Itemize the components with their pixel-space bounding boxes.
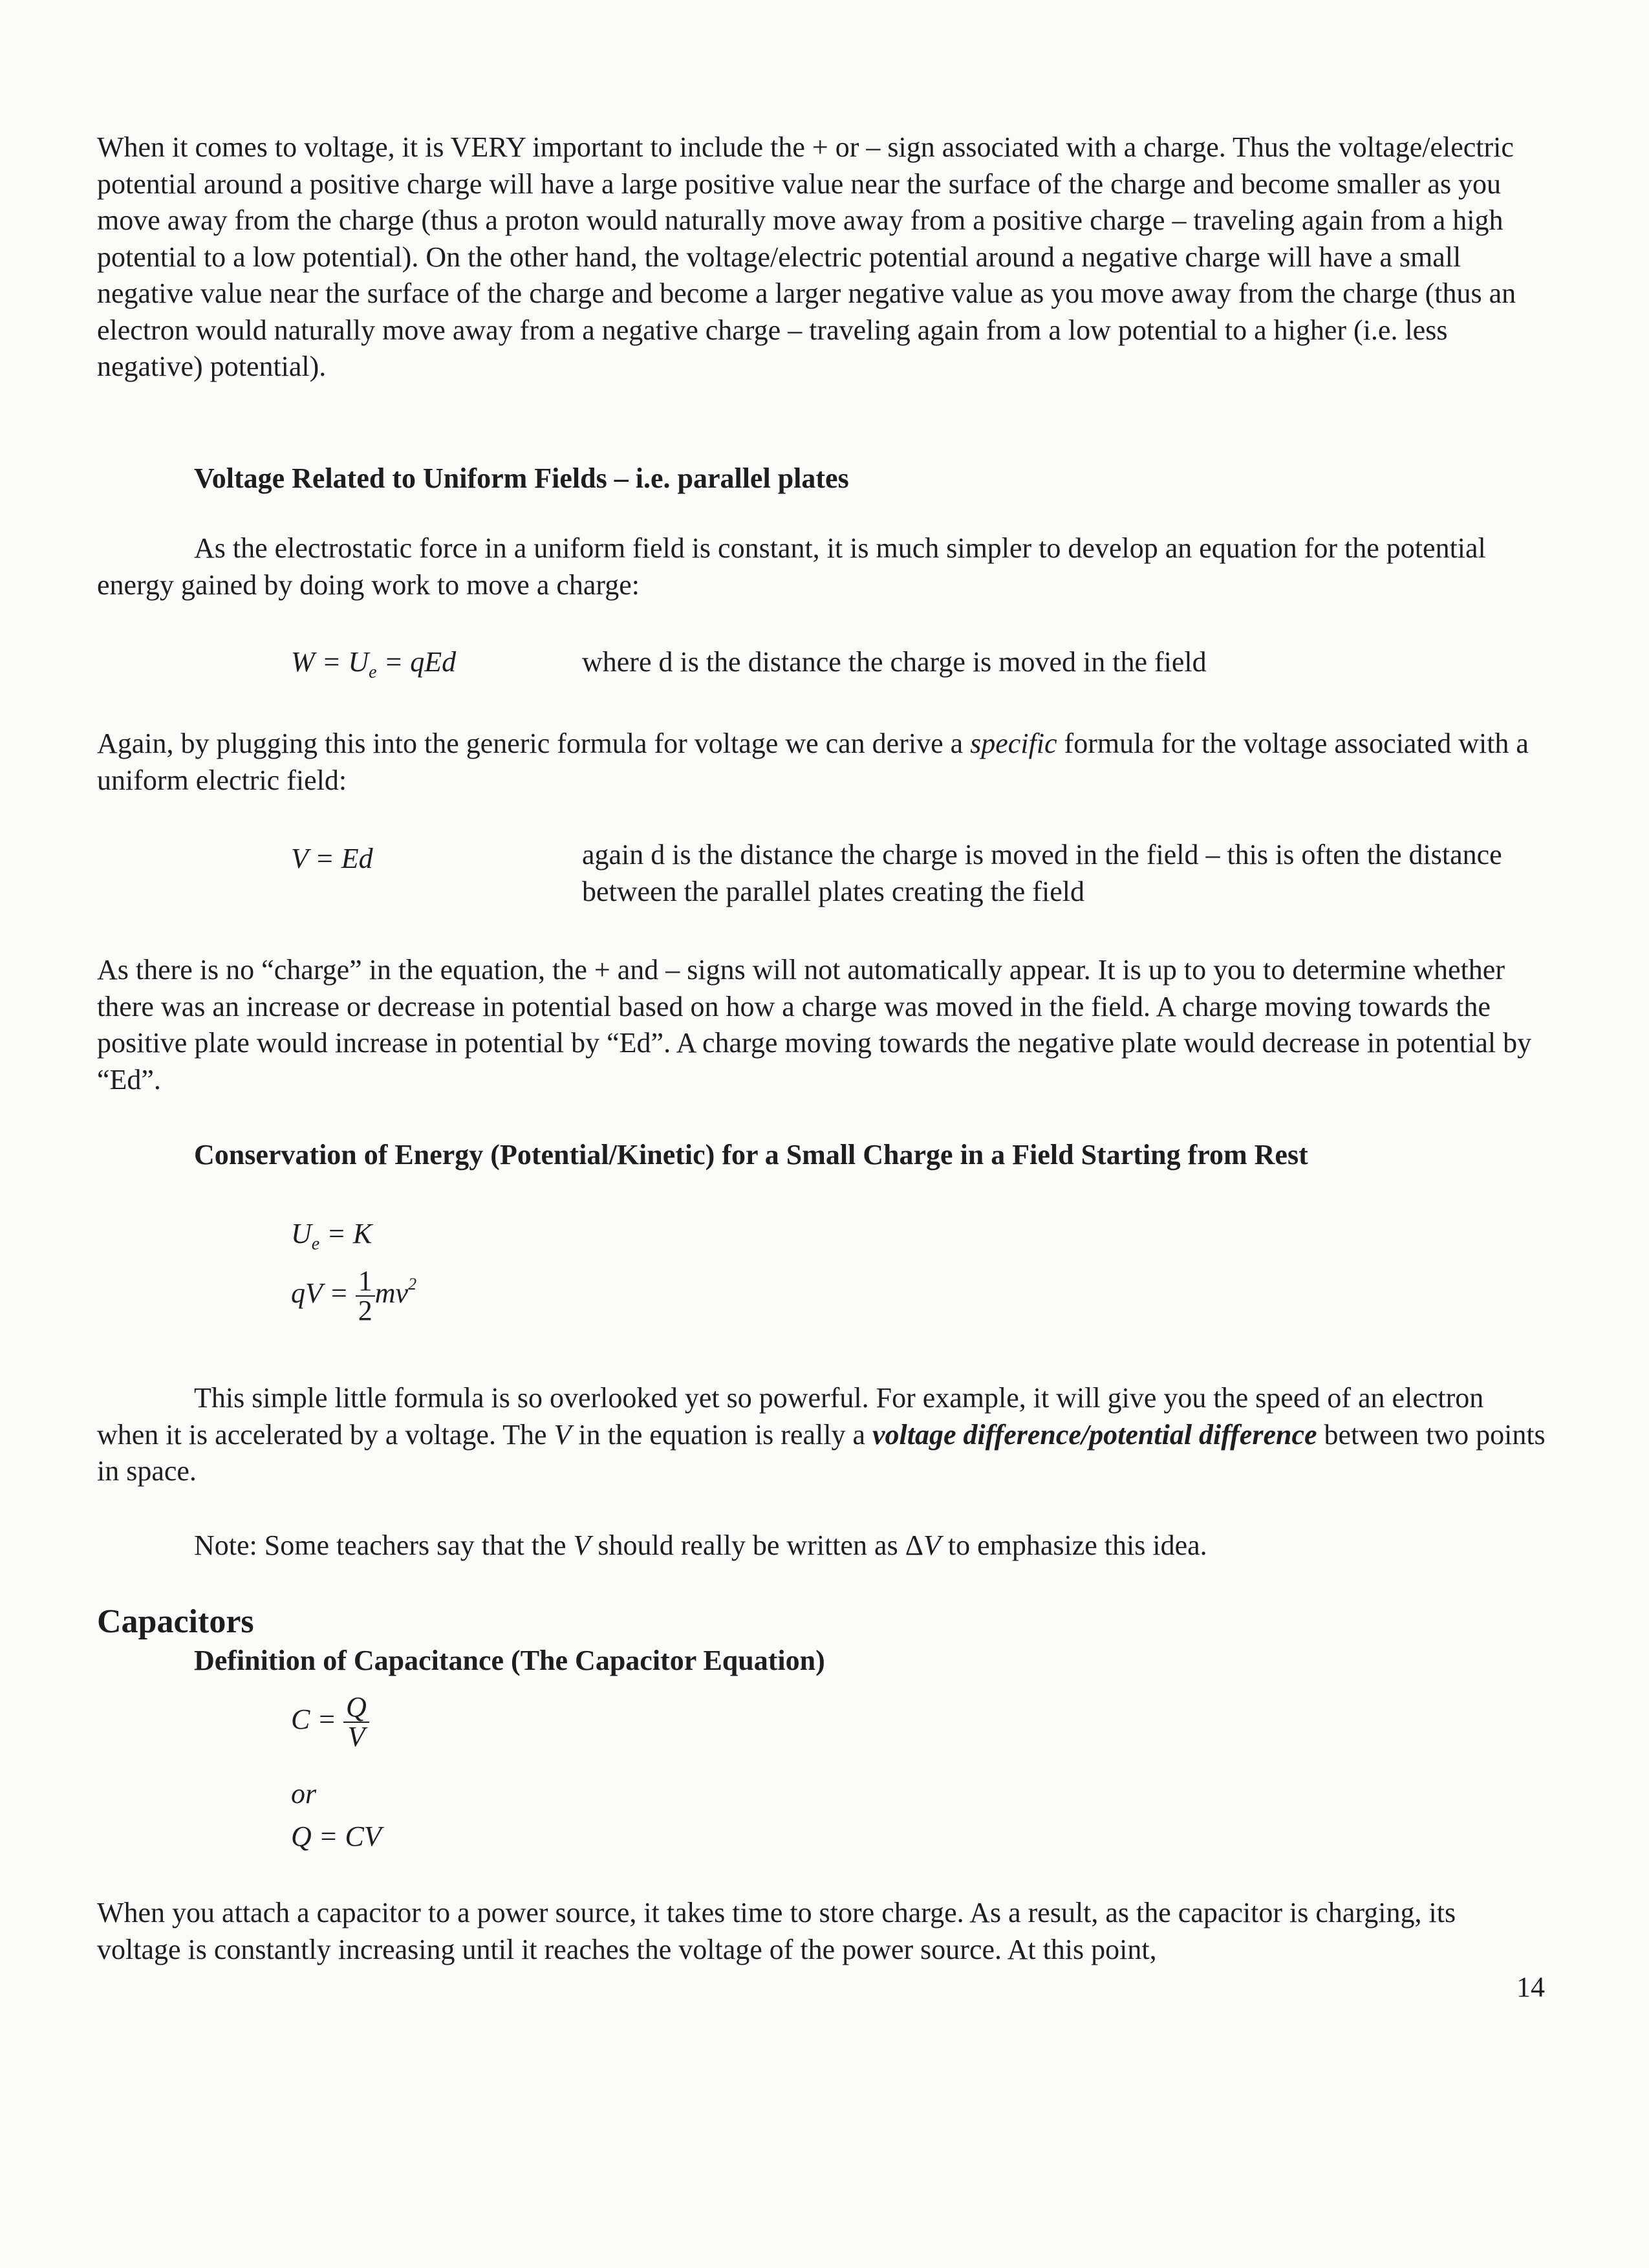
q-over-v-fraction: $\frac{Q}{V}$	[343, 1693, 369, 1751]
voltage-equation: V = Ed	[291, 843, 373, 874]
intro-paragraph: When it comes to voltage, it is VERY important to include the + or – sign associated with a charge. Thus the voltage/electric potential around a positive charge will have a large positive value near the surface of the charge and become smaller as you move away from the charge (thus a proton would naturally move away from a positive charge – traveling again from a high potential to a low potential). On the other hand, the voltage/electric potential around a negative charge will have a small negative value near the surface of the charge and become a larger negative value as you move away from the charge (thus an electron would naturally move away from a negative charge – traveling again from a low potential to a higher (i.e. less negative) potential).	[97, 131, 1516, 382]
or-label: or	[291, 1778, 317, 1809]
capacitance-equation: C = $\frac{Q}{V}$	[291, 1693, 369, 1751]
voltage-equation-note: again d is the distance the charge is moved in the field – this is often the distance between the parallel plates creating the field	[582, 839, 1502, 907]
uniform-field-paragraph: As the electrostatic force in a uniform field is constant, it is much simpler to develop an equation for the potential energy gained by doing work to move a charge:	[97, 532, 1486, 601]
work-equation-note: where d is the distance the charge is moved in the field	[582, 646, 1207, 678]
page-number: 14	[1516, 1971, 1545, 2003]
capacitor-charging-paragraph: When you attach a capacitor to a power source, it takes time to store charge. As a result, as the capacitor is charging, its voltage is constantly increasing until it reaches the voltage of the power source. At this point,	[97, 1897, 1456, 1965]
charge-equation: Q = CV	[291, 1820, 382, 1852]
note-paragraph: Note: Some teachers say that the V should really be written as ΔV to emphasize this idea.	[194, 1529, 1207, 1561]
heading-conservation-energy: Conservation of Energy (Potential/Kinetic) for a Small Charge in a Field Starting from Rest	[194, 1139, 1308, 1171]
work-equation: $W = U_e$ = qEd	[291, 646, 457, 682]
simple-formula-paragraph: This simple little formula is so overlooked yet so powerful. For example, it will give you the speed of an electron when it is accelerated by a voltage. The V in the equation is really a voltage difference/potential difference between two points in space.	[97, 1382, 1546, 1487]
heading-uniform-fields: Voltage Related to Uniform Fields – i.e. parallel plates	[194, 462, 849, 494]
section-title-capacitors: Capacitors	[97, 1603, 254, 1640]
signs-paragraph: As there is no “charge” in the equation, the + and – signs will not automatically appear. It is up to you to determine whether there was an increase or decrease in potential based on how a charge was moved in the field. A charge moving towards the positive plate would increase in potential by “Ed”. A charge moving towards the negative plate would decrease in potential by “Ed”.	[97, 954, 1532, 1096]
generic-formula-paragraph: Again, by plugging this into the generic formula for voltage we can derive a specific formula for the voltage associated with a uniform electric field:	[97, 728, 1529, 796]
one-half-fraction: $\frac{1}{2}$	[356, 1267, 375, 1325]
conservation-equation-line1: $U_e = K$	[291, 1218, 372, 1254]
conservation-equation-line2: qV = $\frac{1}{2}$ $mv^2$	[291, 1264, 417, 1326]
heading-capacitance-definition: Definition of Capacitance (The Capacitor Equation)	[194, 1645, 825, 1676]
